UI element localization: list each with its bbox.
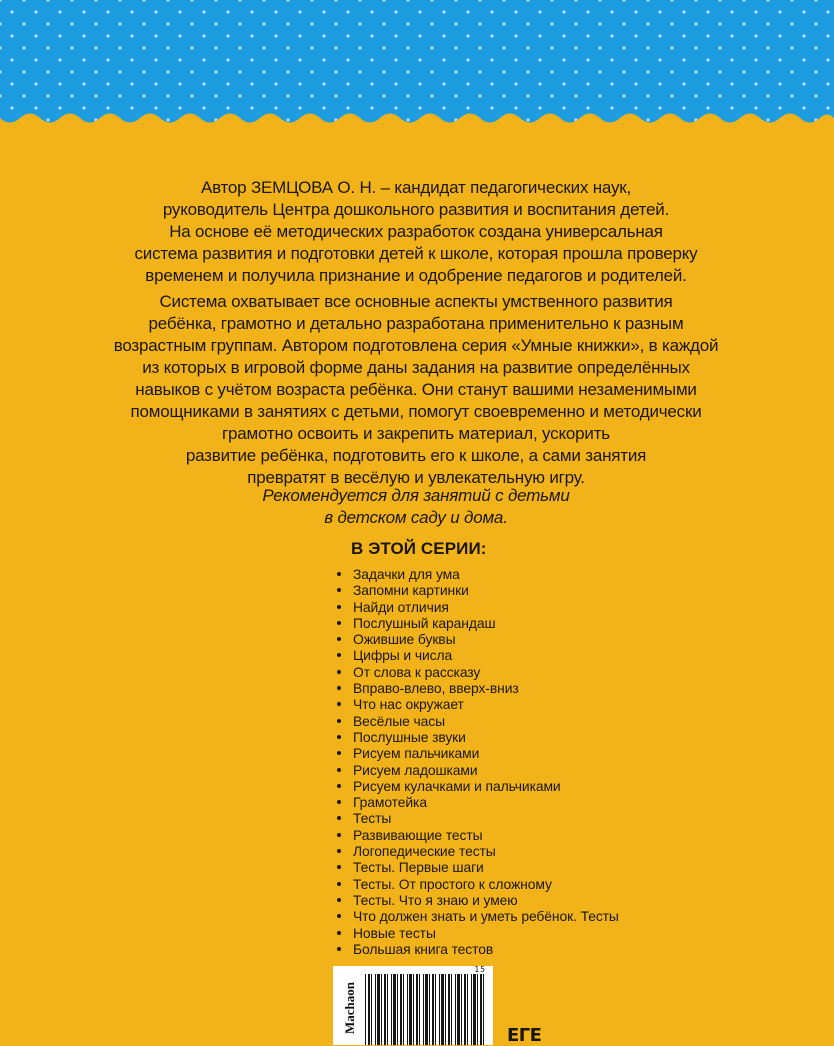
series-item: Что нас окружает xyxy=(337,696,717,712)
series-item: Рисуем кулачками и пальчиками xyxy=(337,778,717,794)
recommendation-line: в детском саду и дома. xyxy=(324,508,508,527)
series-item: Тесты. Что я знаю и умею xyxy=(337,892,717,908)
system-description-line: развитие ребёнка, подготовить его к школе, а сами занятия xyxy=(185,446,647,465)
series-item: Весёлые часы xyxy=(337,713,717,729)
author-description-line: временем и получила признание и одобрение педагогов и родителей. xyxy=(145,266,687,285)
author-description-line: система развития и подготовки детей к школе, которая прошла проверку xyxy=(134,244,698,263)
series-item: Задачки для ума xyxy=(337,566,717,582)
series-item: Рисуем ладошками xyxy=(337,762,717,778)
publisher-logo-label: Machaon xyxy=(342,982,357,1034)
series-list xyxy=(337,566,717,957)
system-description-line: ребёнка, грамотно и детально разработана применительно к разным xyxy=(148,314,684,333)
system-description-line: из которых в игровой форме даны задания на развитие определённых xyxy=(142,358,690,377)
series-item: Новые тесты xyxy=(337,925,717,941)
author-description-line: На основе её методических разработок создана универсальная xyxy=(169,222,663,241)
system-description-line: Система охватывает все основные аспекты умственного развития xyxy=(159,292,673,311)
series-item: Тесты. От простого к сложному xyxy=(337,876,717,892)
system-description-line: превратят в весёлую и увлекательную игру. xyxy=(247,468,585,487)
series-heading: В ЭТОЙ СЕРИИ: xyxy=(351,539,487,558)
series-item: Цифры и числа xyxy=(337,647,717,663)
barcode-bars xyxy=(365,974,487,1045)
series-item: Ожившие буквы xyxy=(337,631,717,647)
series-item: Послушные звуки xyxy=(337,729,717,745)
series-item: Вправо-влево, вверх-вниз xyxy=(337,680,717,696)
series-item: Тесты. Первые шаги xyxy=(337,859,717,875)
series-item: Запомни картинки xyxy=(337,582,717,598)
series-item: Логопедические тесты xyxy=(337,843,717,859)
series-item: От слова к рассказу xyxy=(337,664,717,680)
series-item: Рисуем пальчиками xyxy=(337,745,717,761)
author-description xyxy=(90,177,742,287)
system-description-line: грамотно освоить и закрепить материал, ускорить xyxy=(222,424,610,443)
barcode-label xyxy=(333,966,493,1045)
series-item: Тесты xyxy=(337,810,717,826)
author-description-line: Автор ЗЕМЦОВА О. Н. – кандидат педагогических наук, xyxy=(200,178,632,197)
publisher-logo xyxy=(343,969,355,1045)
series-section xyxy=(337,539,717,957)
exam-logo-fragment: ЕГЕ xyxy=(507,1025,542,1046)
system-description-line: помощниками в занятиях с детьми, помогут своевременно и методически xyxy=(130,402,702,421)
series-item: Найди отличия xyxy=(337,599,717,615)
barcode-number: 15 xyxy=(474,966,486,974)
recommendation xyxy=(90,485,742,529)
author-description-line: руководитель Центра дошкольного развития и воспитания детей. xyxy=(162,200,670,219)
recommendation-line: Рекомендуется для занятий с детьми xyxy=(262,486,570,505)
system-description xyxy=(90,291,742,489)
series-item: Грамотейка xyxy=(337,794,717,810)
system-description-line: возрастным группам. Автором подготовлена серия «Умные книжки», в каждой xyxy=(113,336,719,355)
series-item: Послушный карандаш xyxy=(337,615,717,631)
series-item: Что должен знать и уметь ребёнок. Тесты xyxy=(337,908,717,924)
series-item: Развивающие тесты xyxy=(337,827,717,843)
system-description-line: навыков с учётом возраста ребёнка. Они станут вашими незаменимыми xyxy=(135,380,697,399)
series-item: Большая книга тестов xyxy=(337,941,717,957)
